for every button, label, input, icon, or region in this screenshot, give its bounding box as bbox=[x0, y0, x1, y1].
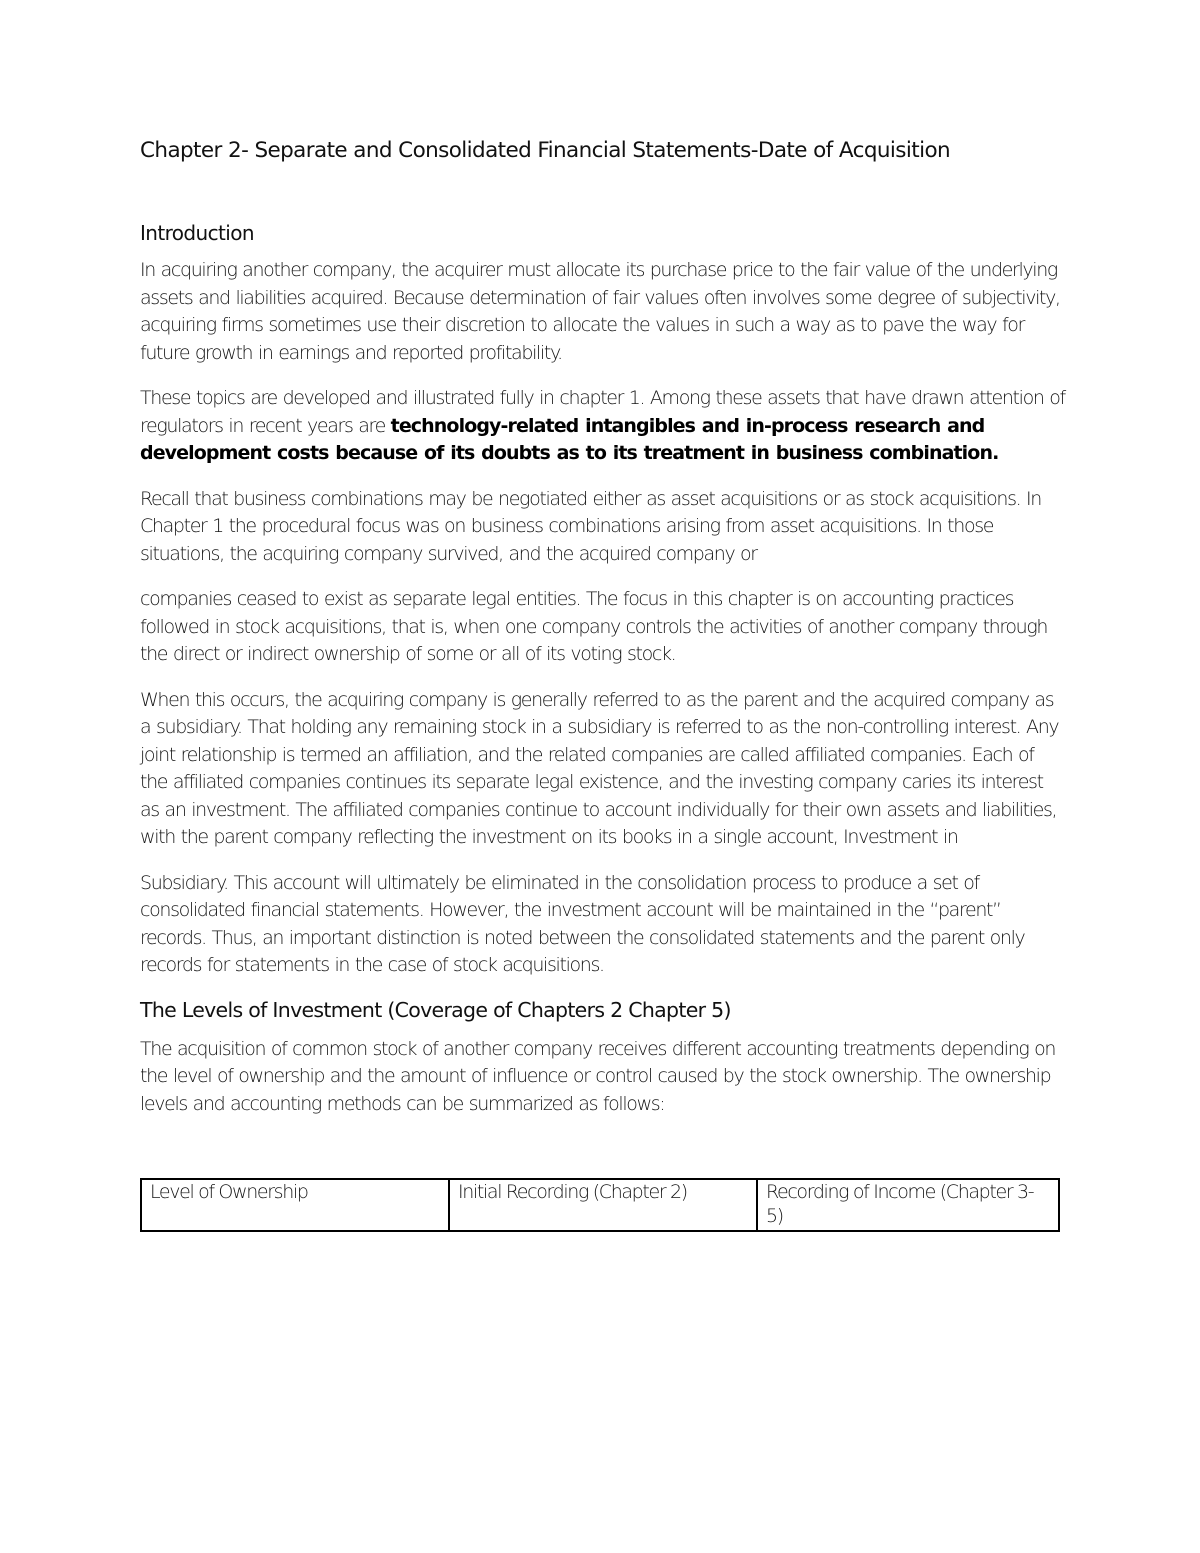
table-row bbox=[141, 1179, 1059, 1231]
table-header-initial-recording: Initial Recording (Chapter 2) bbox=[449, 1179, 757, 1231]
chapter-title: Chapter 2- Separate and Consolidated Financial Statements-Date of Acquisition bbox=[140, 138, 951, 163]
intro-paragraph-2 bbox=[140, 385, 1065, 468]
levels-table bbox=[140, 1178, 1060, 1232]
levels-heading: The Levels of Investment (Coverage of Chapters 2 Chapter 5) bbox=[140, 997, 731, 1022]
document-page bbox=[140, 138, 1065, 1232]
intro-paragraph-2-bold: technology-related intangibles and in-process research and development costs because of its doubts as to its treatment in business combination. bbox=[140, 414, 999, 464]
intro-paragraph-5: When this occurs, the acquiring company is generally referred to as the parent and the acquired company as a subsidiary. That holding any remaining stock in a subsidiary is referred to as the non-controlling interest. Any joint relationship is termed an affiliation, and the related companies are called affiliated companies. Each of the affiliated companies continues its separate legal existence, and the investing company caries its interest as an investment. The affiliated companies continue to account individually for their own assets and liabilities, with the parent company reflecting the investment on its books in a single account, Investment in bbox=[140, 688, 1059, 848]
intro-paragraph-4: companies ceased to exist as separate legal entities. The focus in this chapter is on accounting practices followed in stock acquisitions, that is, when one company controls the activities of another company through the direct or indirect ownership of some or all of its voting stock. bbox=[140, 588, 1048, 665]
intro-paragraph-6: Subsidiary. This account will ultimately be eliminated in the consolidation process to produce a set of consolidated financial statements. However, the investment account will be maintained in the “parent” records. Thus, an important distinction is noted between the consolidated statements and the parent only records for statements in the case of stock acquisitions. bbox=[140, 871, 1025, 976]
table-header-recording-income: Recording of Income (Chapter 3-5) bbox=[757, 1179, 1059, 1231]
levels-paragraph: The acquisition of common stock of another company receives different accounting treatments depending on the level of ownership and the amount of influence or control caused by the stock ownership. The ownership levels and accounting methods can be summarized as follows: bbox=[140, 1037, 1056, 1115]
intro-paragraph-1: In acquiring another company, the acquirer must allocate its purchase price to the fair value of the underlying assets and liabilities acquired. Because determination of fair values often involves some degree of subjectivity, acquiring firms sometimes use their discretion to allocate the values in such a way as to pave the way for future growth in earnings and reported profitability. bbox=[140, 259, 1060, 364]
intro-paragraph-2-text: These topics are developed and illustrated fully in chapter 1. Among these assets that have drawn attention of regulators in recent years are bbox=[140, 387, 1065, 437]
levels-table-wrap bbox=[140, 1178, 1060, 1232]
intro-paragraph-3: Recall that business combinations may be negotiated either as asset acquisitions or as stock acquisitions. In Chapter 1 the procedural focus was on business combinations arising from asset acquisitions. In those situations, the acquiring company survived, and the acquired company or bbox=[140, 487, 1041, 565]
table-header-level: Level of Ownership bbox=[141, 1179, 449, 1231]
introduction-heading: Introduction bbox=[140, 221, 254, 245]
